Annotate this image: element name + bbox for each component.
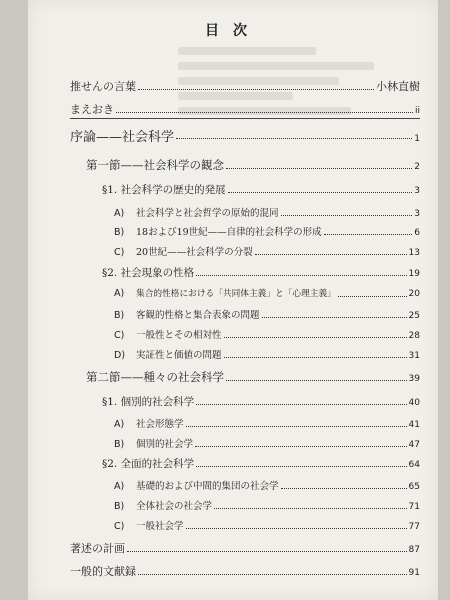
toc-entry-label: 一般社会学 [136,521,184,532]
toc-entry-mark: B) [114,310,125,321]
toc-entry-label: 20世紀——社会科学の分裂 [136,247,253,258]
toc-entry [114,498,420,512]
leader-dots [127,551,407,552]
toc-entry-label: 第一節——社会科学の観念 [86,158,224,172]
toc-entry-mark: C) [114,330,125,341]
toc-entry-mark: B) [114,439,125,450]
leader-dots [138,89,374,90]
toc-entry-page: 13 [408,248,420,258]
leader-dots [262,317,407,318]
toc-entry [114,287,420,299]
toc-entry-page: 39 [408,374,420,384]
leader-dots [224,357,407,358]
toc-entry [114,205,420,219]
toc-entry [114,518,420,532]
toc-entry-page: 2 [414,162,420,172]
toc-entry [114,416,420,430]
toc-entry-label: 一般的文献録 [70,565,136,578]
toc-entry [70,101,420,117]
toc-entry-page: 91 [408,568,420,578]
leader-dots [281,488,407,489]
toc-entry [102,265,420,280]
toc-entry-label: 推せんの言葉 [70,80,136,93]
toc-entry [70,563,420,579]
leader-dots [196,404,406,405]
toc-entry-label: §2. 社会現象の性格 [102,267,195,279]
divider-line [70,118,420,119]
leader-dots [138,574,407,575]
toc-entry-mark: A) [114,481,125,492]
toc-entry-page: 1 [414,134,420,144]
toc-entry-page: 19 [408,269,420,279]
toc-entry-page: 77 [408,522,420,532]
toc-entry-page: 47 [408,440,420,450]
toc-entry-label: 集合的性格における「共同体主義」と「心理主義」 [136,289,336,299]
toc-entry [102,182,420,197]
toc-entry-label: §1. 個別的社会科学 [102,396,195,408]
toc-entry-label: §2. 全面的社会科学 [102,458,195,470]
toc-entry-label: 客観的性格と集合表象の問題 [136,310,260,321]
toc-entry [70,540,420,556]
toc-entry-page: 20 [408,289,420,299]
toc-entry [114,307,420,321]
toc-entry-page: 87 [408,545,420,555]
toc-entry [70,78,420,94]
toc-entry-page: ii [414,106,420,116]
toc-entry-label: 社会形態学 [136,419,184,430]
toc-entry [102,456,420,471]
leader-dots [196,466,406,467]
toc-entry-label: 実証性と価値の問題 [136,350,222,361]
toc-entry-label: §1. 社会科学の歴史的発展 [102,184,226,196]
toc-entry-mark: A) [114,288,125,299]
toc-entry-label: 全体社会の社会学 [136,501,213,512]
toc-entry [86,369,420,385]
leader-dots [226,168,412,169]
toc-entry-label: 社会科学と社会哲学の原始的混同 [136,208,279,219]
toc-entry-mark: A) [114,208,125,219]
toc-entry-page: 3 [414,186,420,196]
toc-entry-page: 65 [408,482,420,492]
leader-dots [224,337,407,338]
leader-dots [226,380,407,381]
leader-dots [196,275,406,276]
toc-entry-label: 18および19世紀——自律的社会科学の形成 [136,227,322,238]
toc-entry-page: 64 [408,460,420,470]
leader-dots [281,215,413,216]
leader-dots [324,234,413,235]
toc-entry-mark: A) [114,419,125,430]
toc-entry [114,244,420,258]
toc-entry-label: 著述の計画 [70,542,125,555]
page-title: 目次 [205,23,261,39]
toc-entry [70,126,420,145]
table-of-contents [28,0,438,600]
book-page [28,0,438,600]
toc-entry-page: 71 [408,502,420,512]
toc-entry-label: 個別的社会学 [136,439,194,450]
toc-entry [114,327,420,341]
toc-entry [114,347,420,361]
toc-entry-page: 6 [414,228,420,238]
toc-entry-author: 小林直樹 [376,80,420,93]
leader-dots [186,528,407,529]
leader-dots [214,508,407,509]
toc-entry-label: 基礎的および中間的集団の社会学 [136,481,279,492]
leader-dots [255,254,407,255]
toc-entry-mark: C) [114,521,125,532]
toc-entry [86,157,420,173]
toc-entry [114,478,420,492]
leader-dots [176,138,412,139]
toc-entry [114,436,420,450]
toc-entry-label: 序論——社会科学 [70,130,175,145]
toc-entry-mark: D) [114,350,126,361]
toc-entry-page: 25 [408,311,420,321]
toc-entry-label: 第二節——種々の社会科学 [86,370,224,384]
toc-entry-page: 41 [408,420,420,430]
toc-entry-page: 3 [414,209,420,219]
leader-dots [116,112,413,113]
toc-entry-mark: C) [114,247,125,258]
leader-dots [338,296,407,297]
toc-entry-page: 28 [408,331,420,341]
leader-dots [186,426,407,427]
toc-entry-label: まえおき [70,103,114,116]
toc-entry-mark: B) [114,227,125,238]
leader-dots [228,192,413,193]
toc-entry-label: 一般性とその相対性 [136,330,222,341]
toc-entry [114,224,420,238]
toc-entry [102,394,420,409]
toc-entry-page: 40 [408,398,420,408]
toc-entry-mark: B) [114,501,125,512]
toc-entry-page: 31 [408,351,420,361]
leader-dots [195,446,407,447]
